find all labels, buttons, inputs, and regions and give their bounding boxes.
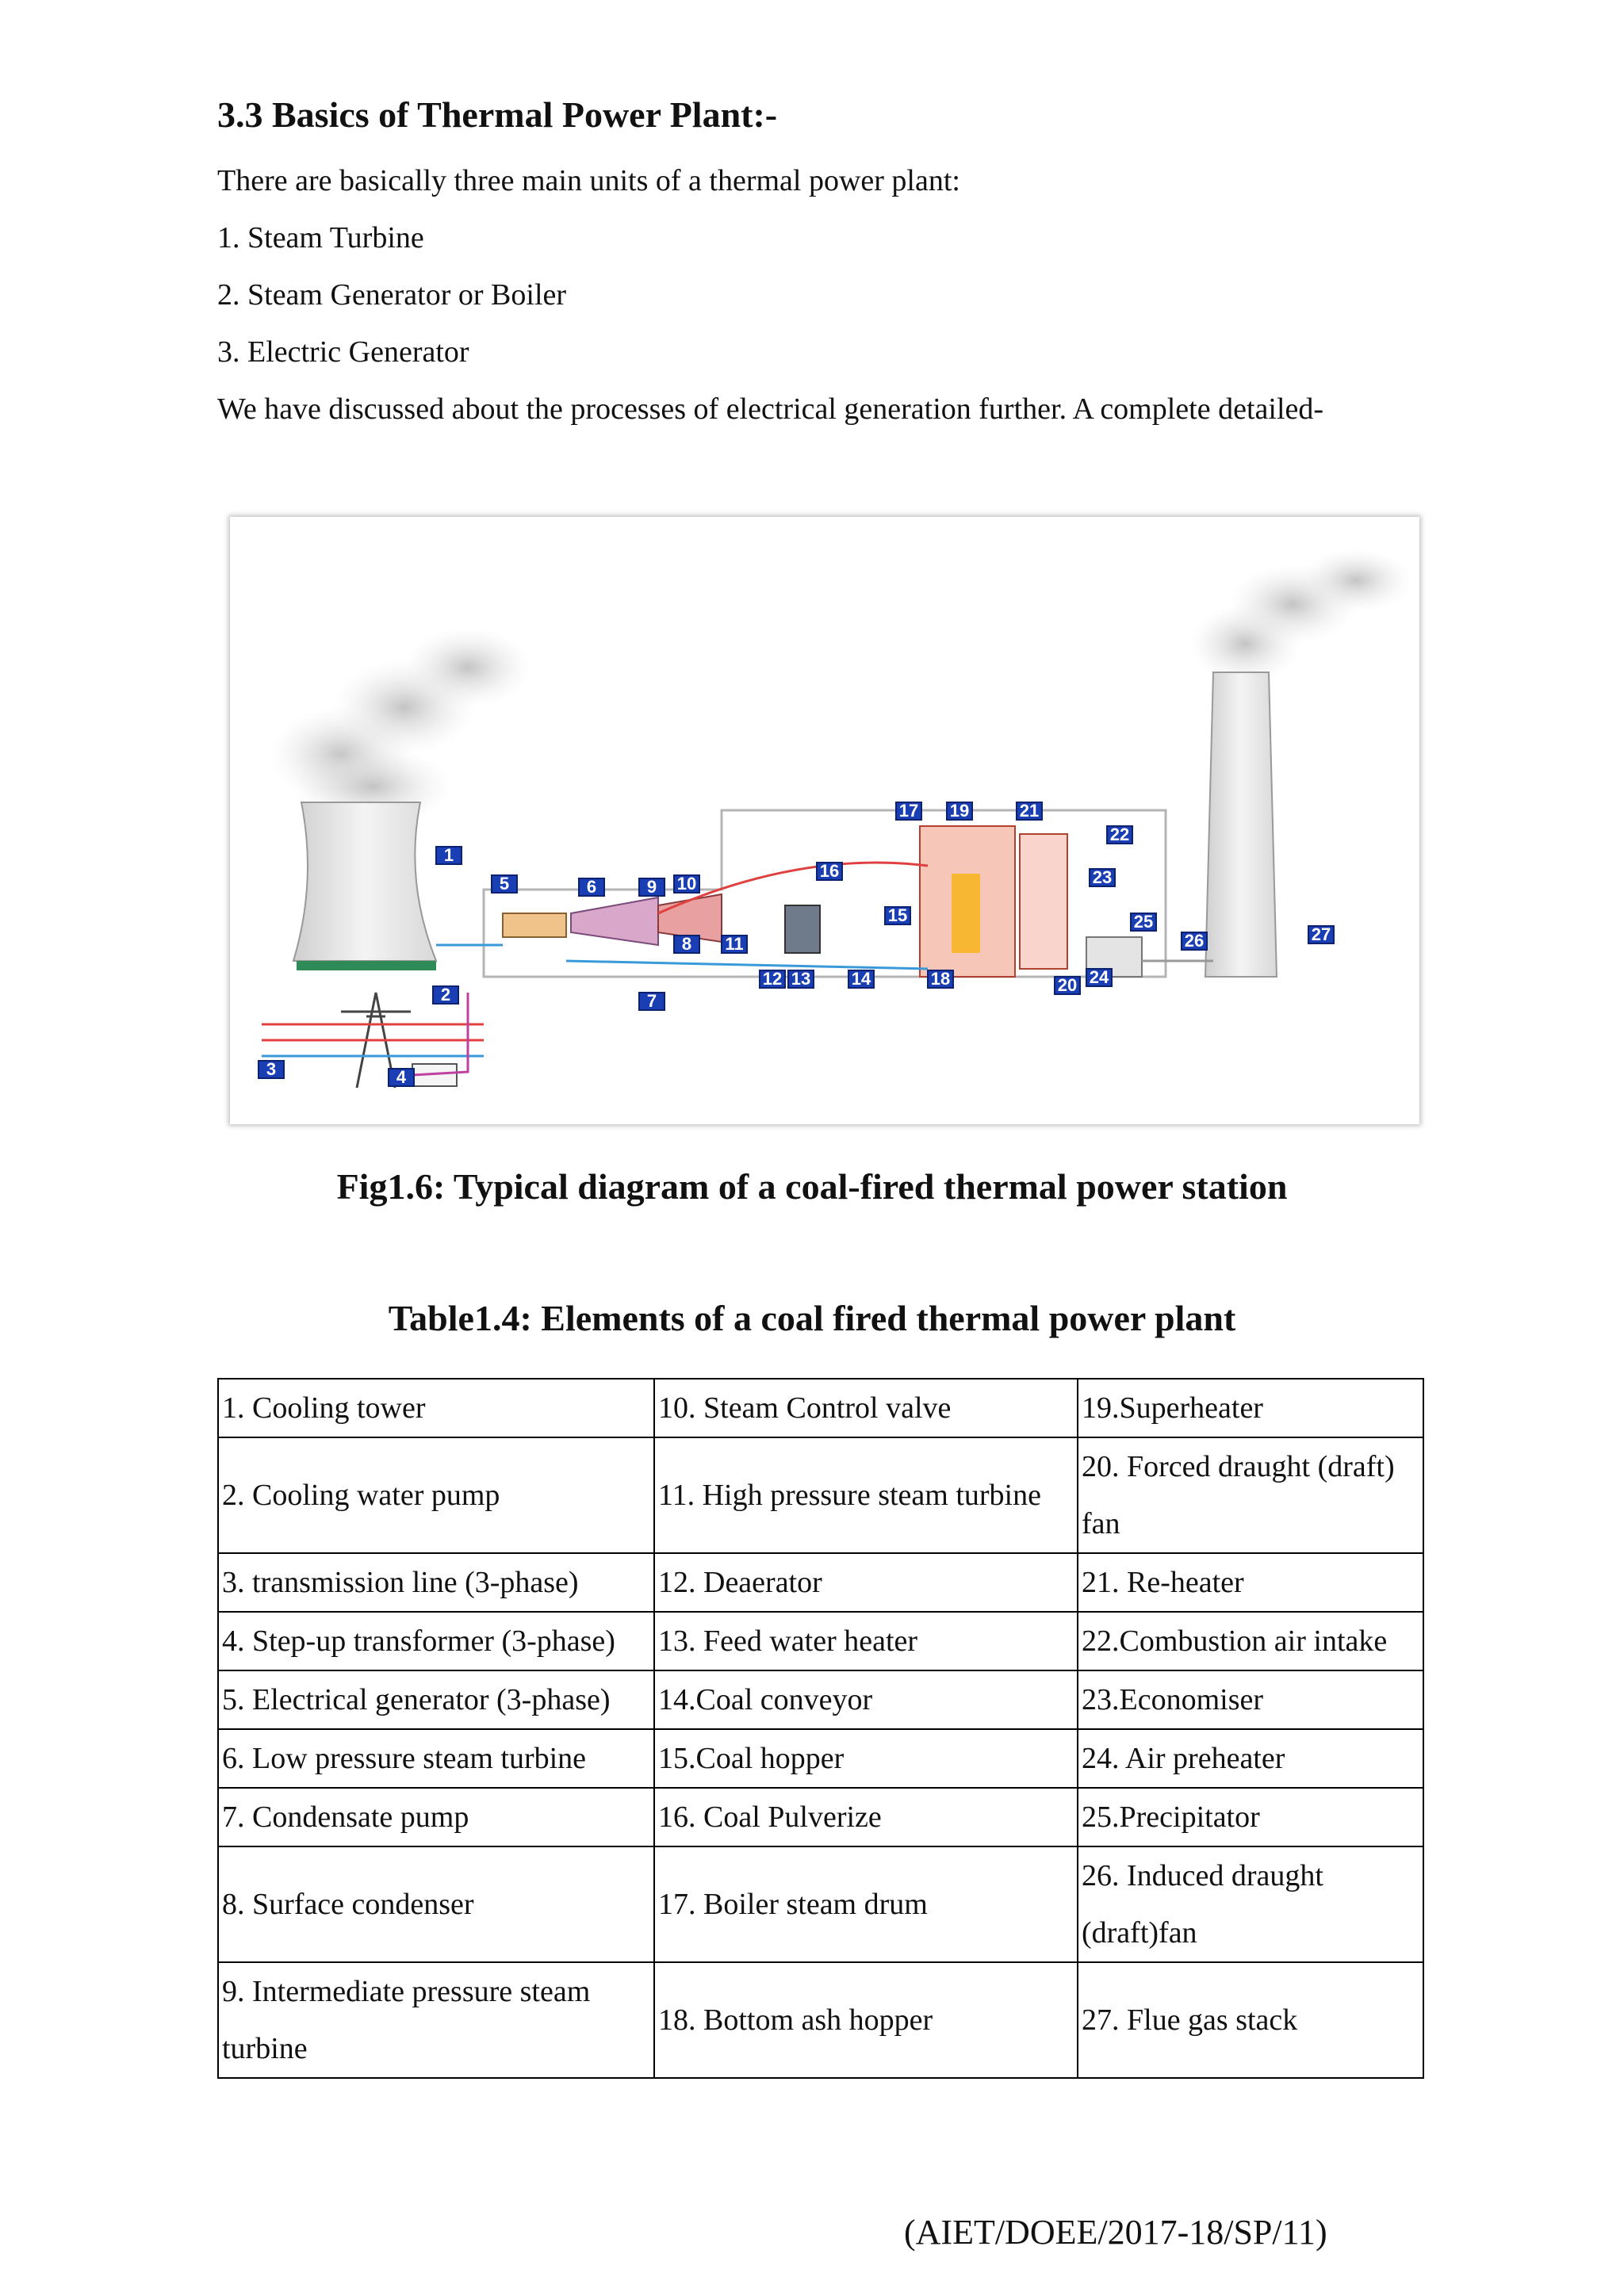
table-cell: 17. Boiler steam drum (654, 1846, 1078, 1962)
section-heading: 3.3 Basics of Thermal Power Plant:- (217, 94, 778, 135)
continuation-text: We have discussed about the processes of electrical generation further. A complete detailed- (217, 392, 1324, 426)
table-cell: 16. Coal Pulverize (654, 1788, 1078, 1846)
table-cell: 8. Surface condenser (218, 1846, 654, 1962)
table-row (218, 1846, 1423, 1962)
table-cell: 25.Precipitator (1078, 1788, 1423, 1846)
table-row (218, 1670, 1423, 1729)
diagram-label-10 (674, 874, 699, 894)
table-cell: 20. Forced draught (draft) fan (1078, 1437, 1423, 1553)
table-cell: 13. Feed water heater (654, 1612, 1078, 1670)
svg-text:12: 12 (762, 969, 783, 989)
heat-exchanger-shape (1020, 834, 1067, 969)
diagram-label-15 (885, 905, 910, 925)
table-cell: 12. Deaerator (654, 1553, 1078, 1612)
table-cell: 15.Coal hopper (654, 1729, 1078, 1788)
table-cell: 2. Cooling water pump (218, 1437, 654, 1553)
diagram-label-2 (433, 985, 458, 1004)
svg-text:9: 9 (646, 877, 657, 897)
table-cell: 7. Condensate pump (218, 1788, 654, 1846)
svg-text:15: 15 (887, 905, 908, 925)
elements-table (217, 1378, 1424, 2079)
figure-caption: Fig1.6: Typical diagram of a coal-fired thermal power station (336, 1166, 1288, 1207)
svg-text:25: 25 (1133, 912, 1154, 932)
svg-text:14: 14 (851, 969, 871, 989)
svg-text:18: 18 (930, 969, 951, 989)
table-cell: 3. transmission line (3-phase) (218, 1553, 654, 1612)
table-row (218, 1437, 1423, 1553)
diagram-label-8 (674, 934, 699, 954)
svg-text:4: 4 (396, 1067, 407, 1087)
table-cell: 21. Re-heater (1078, 1553, 1423, 1612)
diagram-label-5 (492, 874, 517, 894)
svg-text:6: 6 (586, 877, 597, 897)
diagram-label-9 (639, 877, 665, 897)
svg-text:5: 5 (499, 874, 510, 894)
svg-text:24: 24 (1089, 967, 1109, 987)
table-cell: 18. Bottom ash hopper (654, 1962, 1078, 2078)
table-cell: 1. Cooling tower (218, 1379, 654, 1437)
table-cell: 6. Low pressure steam turbine (218, 1729, 654, 1788)
flue-gas-smoke (1189, 549, 1411, 683)
diagram-label-11 (722, 934, 747, 954)
power-plant-illustration (230, 517, 1419, 1124)
diagram-label-21 (1017, 801, 1042, 821)
svg-text:21: 21 (1019, 801, 1040, 821)
table-cell: 11. High pressure steam turbine (654, 1437, 1078, 1553)
svg-text:27: 27 (1311, 924, 1331, 944)
svg-text:17: 17 (898, 801, 919, 821)
flue-gas-stack-shape (1205, 672, 1277, 977)
svg-text:19: 19 (949, 801, 970, 821)
table-cell: 4. Step-up transformer (3-phase) (218, 1612, 654, 1670)
table-row (218, 1962, 1423, 2078)
diagram-label-17 (896, 801, 921, 821)
diagram-label-25 (1131, 912, 1156, 932)
table-cell: 23.Economiser (1078, 1670, 1423, 1729)
diagram-label-12 (760, 969, 785, 989)
diagram-label-18 (928, 969, 953, 989)
condenser-shape (503, 913, 566, 937)
svg-text:3: 3 (266, 1059, 277, 1079)
table-row (218, 1379, 1423, 1437)
svg-text:2: 2 (440, 985, 451, 1004)
diagram-label-27 (1308, 924, 1334, 944)
table-cell: 26. Induced draught (draft)fan (1078, 1846, 1423, 1962)
svg-text:16: 16 (819, 861, 840, 881)
svg-text:26: 26 (1184, 931, 1205, 951)
table-cell: 9. Intermediate pressure steam turbine (218, 1962, 654, 2078)
table-cell: 5. Electrical generator (3-phase) (218, 1670, 654, 1729)
table-caption: Table1.4: Elements of a coal fired thermal power plant (388, 1298, 1236, 1338)
diagram-label-6 (579, 877, 604, 897)
table-row (218, 1553, 1423, 1612)
diagram-label-3 (259, 1059, 284, 1079)
svg-text:13: 13 (791, 969, 811, 989)
diagram-label-16 (817, 861, 842, 881)
svg-text:20: 20 (1057, 975, 1078, 995)
table-row (218, 1729, 1423, 1788)
intro-text: There are basically three main units of a thermal power plant: (217, 164, 960, 197)
table-row (218, 1612, 1423, 1670)
cooling-tower-basin (297, 961, 436, 970)
low-pressure-turbine-shape (571, 897, 658, 945)
diagram-label-1 (436, 845, 462, 865)
page-footer: (AIET/DOEE/2017-18/SP/11) (904, 2213, 1327, 2252)
diagram-label-22 (1107, 825, 1132, 844)
table-cell: 14.Coal conveyor (654, 1670, 1078, 1729)
diagram-label-20 (1055, 975, 1080, 995)
diagram-label-13 (788, 969, 814, 989)
diagram-label-7 (639, 991, 665, 1011)
svg-text:10: 10 (676, 874, 697, 894)
diagram-label-4 (389, 1067, 414, 1087)
unit-item-3: 3. Electric Generator (217, 335, 469, 369)
diagram-label-19 (947, 801, 972, 821)
generator-shape (785, 905, 820, 953)
table-cell: 27. Flue gas stack (1078, 1962, 1423, 2078)
table-row (218, 1788, 1423, 1846)
diagram-label-26 (1182, 931, 1207, 951)
table-cell: 24. Air preheater (1078, 1729, 1423, 1788)
cooling-tower-shape (293, 802, 436, 961)
table-cell: 19.Superheater (1078, 1379, 1423, 1437)
diagram-label-14 (848, 969, 874, 989)
power-plant-diagram (230, 517, 1419, 1124)
svg-text:1: 1 (443, 845, 454, 865)
svg-text:22: 22 (1109, 825, 1130, 844)
svg-text:7: 7 (646, 991, 657, 1011)
svg-text:8: 8 (681, 934, 692, 954)
boiler-flame (952, 874, 980, 953)
svg-text:23: 23 (1092, 867, 1113, 887)
table-cell: 10. Steam Control valve (654, 1379, 1078, 1437)
svg-text:11: 11 (725, 934, 744, 954)
diagram-label-23 (1090, 867, 1115, 887)
unit-item-1: 1. Steam Turbine (217, 221, 424, 254)
cooling-tower-steam (270, 628, 531, 826)
diagram-label-24 (1086, 967, 1112, 987)
unit-item-2: 2. Steam Generator or Boiler (217, 278, 567, 312)
table-cell: 22.Combustion air intake (1078, 1612, 1423, 1670)
